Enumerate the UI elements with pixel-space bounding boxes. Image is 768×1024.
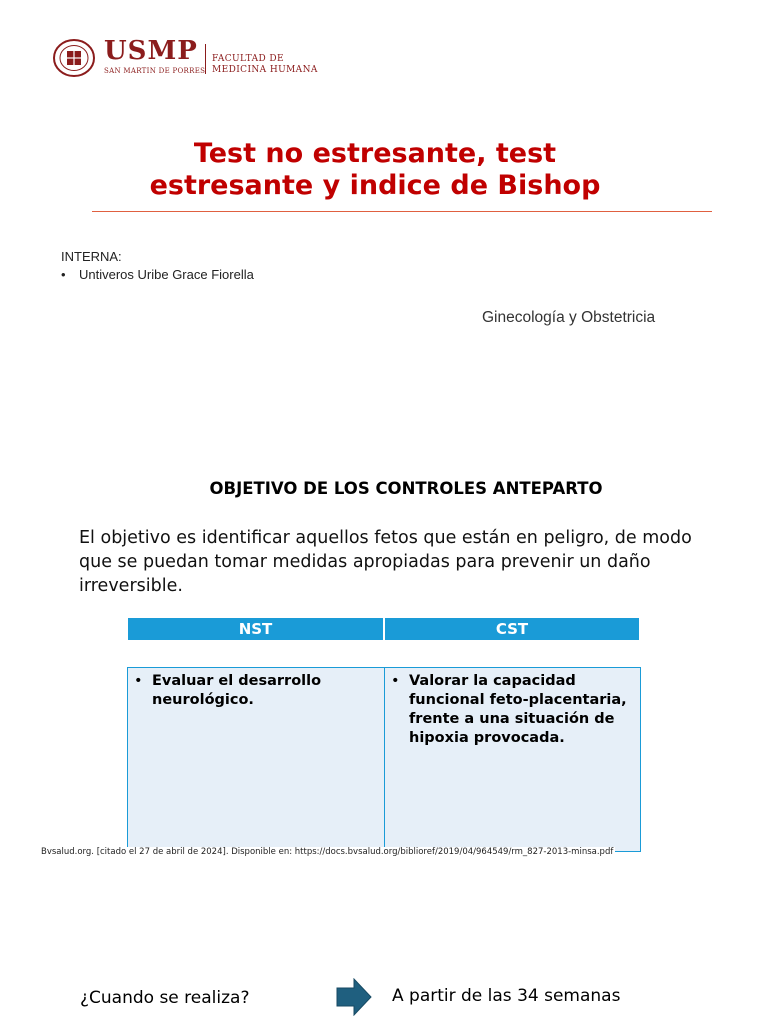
arrow-right-icon — [336, 978, 372, 1016]
cell-text: Valorar la capacidad funcional feto-placentaria, frente a una situación de hipoxia provocada. — [409, 673, 627, 746]
bullet-icon: • — [134, 673, 143, 689]
table-header-nst: NST — [128, 618, 383, 640]
timing-answer: A partir de las 34 semanas — [392, 986, 621, 1006]
list-item — [391, 672, 634, 748]
timing-question: ¿Cuando se realiza? — [80, 988, 250, 1008]
list-item — [134, 672, 378, 710]
objective-text: El objetivo es identificar aquellos fetos que están en peligro, de modo que se puedan tomar medidas apropiadas para prevenir un daño irreversible. — [79, 528, 692, 596]
faculty-line-2: MEDICINA HUMANA — [212, 65, 318, 75]
specialty: Ginecología y Obstetricia — [482, 309, 656, 326]
table-header-cst: CST — [385, 618, 639, 640]
author-label: INTERNA: — [61, 249, 122, 264]
page-title — [60, 138, 690, 202]
author-item — [61, 267, 254, 282]
table-cell-nst — [127, 667, 385, 852]
citation: Bvsalud.org. [citado el 27 de abril de 2024]. Disponible en: https://docs.bvsalud.org/biblioref/2019/04/964549/rm_827-2013-minsa.pdf — [41, 847, 614, 857]
brand-subtitle: SAN MARTIN DE PORRES — [104, 67, 206, 75]
faculty-line-1: FACULTAD DE — [212, 54, 284, 64]
author-name: Untiveros Uribe Grace Fiorella — [79, 267, 254, 282]
cell-text: Evaluar el desarrollo neurológico. — [152, 673, 322, 708]
objective-heading: OBJETIVO DE LOS CONTROLES ANTEPARTO — [209, 479, 603, 498]
title-line-1: Test no estresante, test — [193, 138, 557, 169]
table-cell-cst — [384, 667, 641, 852]
bullet-icon: • — [61, 267, 66, 282]
brand-name: USMP — [104, 36, 198, 66]
faculty-name — [212, 54, 318, 76]
title-underline — [92, 211, 712, 212]
logo-divider — [205, 44, 206, 74]
title-line-2: estresante y indice de Bishop — [149, 170, 601, 201]
university-seal-icon — [52, 38, 96, 78]
bullet-icon: • — [391, 673, 400, 689]
